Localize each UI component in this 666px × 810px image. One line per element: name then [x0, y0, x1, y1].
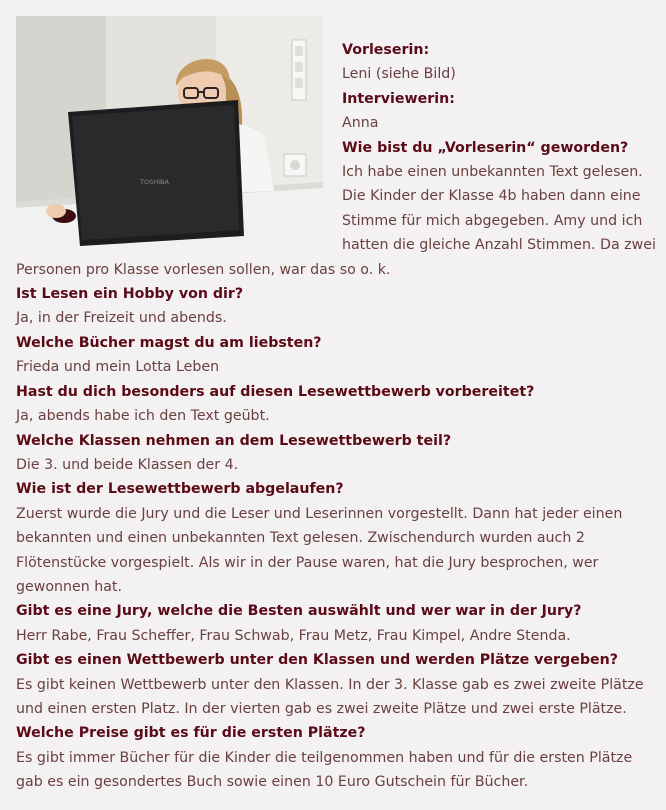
answer-4: Ja, abends habe ich den Text geübt.	[16, 408, 270, 425]
question-5: Welche Klassen nehmen an dem Lesewettbewerb teil?	[16, 432, 452, 449]
question-8: Gibt es einen Wettbewerb unter den Klassen und werden Plätze vergeben?	[16, 652, 618, 669]
answer-9: Es gibt immer Bücher für die Kinder die teilgenommen haben und für die ersten Plätze gab es ein gesondertes Buch sowie einen 10 Euro Gutschein für Bücher.	[16, 749, 633, 791]
question-6: Wie ist der Lesewettbewerb abgelaufen?	[16, 481, 344, 498]
label-interviewerin: Interviewerin:	[342, 90, 455, 107]
value-vorleserin: Leni (siehe Bild)	[342, 66, 456, 83]
value-interviewerin: Anna	[342, 115, 379, 132]
answer-8: Es gibt keinen Wettbewerb unter den Klassen. In der 3. Klasse gab es zwei zweite Plätze und einen ersten Platz. In der vierten gab es zwei zweite Plätze und zwei erste Plätze.	[16, 676, 644, 717]
photo-illustration	[16, 16, 323, 247]
laptop-brand-text: TOSHIBA	[140, 178, 169, 186]
answer-6: Zuerst wurde die Jury und die Leser und Leserinnen vorgestellt. Dann hat jeder einen bekannten und einen unbekannten Text gelesen. Zwischendurch wurden auch 2 Flötenstücke vorgespielt. Als wir in der Pause waren, hat die Jury besprochen, wer gewonnen hat.	[16, 505, 623, 595]
answer-7: Herr Rabe, Frau Scheffer, Frau Schwab, Frau Metz, Frau Kimpel, Andre Stenda.	[16, 627, 571, 644]
question-2: Ist Lesen ein Hobby von dir?	[16, 286, 244, 303]
answer-1: Ich habe einen unbekannten Text gelesen. Die Kinder der Klasse 4b haben dann eine Stimme für mich abgegeben. Amy und ich hatten die gleiche Anzahl Stimmen. Da zwei Personen pro Klasse vorlesen sollen, war das so o. k.	[16, 164, 656, 278]
question-3: Welche Bücher magst du am liebsten?	[16, 334, 322, 351]
interview-article	[16, 16, 656, 795]
answer-5: Die 3. und beide Klassen der 4.	[16, 456, 239, 473]
question-4: Hast du dich besonders auf diesen Lesewettbewerb vorbereitet?	[16, 383, 535, 400]
label-vorleserin: Vorleserin:	[342, 42, 430, 58]
question-7: Gibt es eine Jury, welche die Besten auswählt und wer war in der Jury?	[16, 603, 582, 620]
answer-2: Ja, in der Freizeit und abends.	[16, 310, 227, 327]
answer-3: Frieda und mein Lotta Leben	[16, 359, 220, 376]
question-1: Wie bist du „Vorleserin“ geworden?	[342, 139, 629, 156]
question-9: Welche Preise gibt es für die ersten Plätze?	[16, 725, 366, 742]
photo-girl-at-laptop	[16, 16, 323, 247]
